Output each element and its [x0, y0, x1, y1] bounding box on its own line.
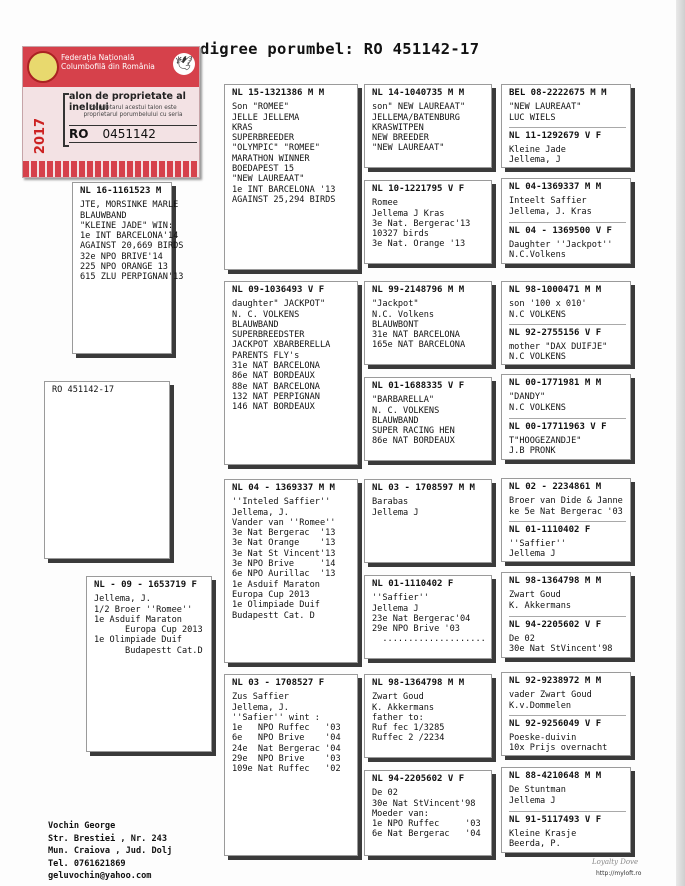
site-link[interactable]: http://myloft.ro	[596, 870, 642, 877]
ticket-header	[23, 47, 199, 87]
page-title: digree porumbel: RO 451142-17	[200, 40, 480, 58]
grandparent-box-2: NL 09-1036493 V F daughter" JACKPOT" N. C. VOLKENS BLAUWBAND SUPERBREEDSTER JACKPOT XBARBERELLA PARENTS FLY's 31e NAT BARCELONA 86e NAT BORDEAUX 88e NAT BARCELONA 132 NAT PERPIGNAN 146 NAT BORDEAUX	[224, 281, 358, 465]
ggg-dam: NL 92-2755156 V F mother "DAX DUIFJE" N.C VOLKENS	[509, 324, 626, 363]
great-grandparent-box-6: NL 01-1110402 F ''Saffier'' Jellema J 23e Nat Bergerac'04 29e NPO Brive '03 ....................	[364, 575, 492, 659]
federation-logo-icon	[27, 51, 59, 83]
ticket-label: alon de proprietate al inelului	[69, 91, 186, 113]
great-grandparent-box-7: NL 98-1364798 M M Zwart Goud K. Akkermans father to: Ruf fec 1/3285 Ruffec 2 /2234	[364, 674, 492, 758]
ggg-box-6	[501, 572, 631, 658]
page-edge	[676, 0, 685, 886]
org-line-2: Columbofilă din România	[61, 62, 155, 71]
ggg-dam: NL 00-17711963 V F T"HOOGEZANDJE" J.B PRONK	[509, 418, 626, 458]
ticket-year: 2017	[33, 117, 48, 155]
ticket-notice: Proprietarul acestui talon este proprietarul porumbelului cu seria	[83, 105, 183, 118]
sire-box: NL 16-1161523 M JTE, MORSINKE MARLE BLAUWBAND "KLEINE JADE" WIN: 1e INT BARCELONA'14 AGAINST 20,669 BIRDS 32e NPO BRIVE'14 225 NPO ORANGE 13 615 ZLU PERPIGNAN'13	[72, 182, 172, 354]
ggg-sire: NL 02 - 2234861 M Broer van Dide & Janne ke 5e Nat Bergerac '03	[509, 482, 623, 517]
great-grandparent-box-2: NL 10-1221795 V F Romee Jellema J Kras 3e Nat. Bergerac'13 10327 birds 3e Nat. Orange '13	[364, 180, 492, 264]
serial-number: 0451142	[102, 127, 156, 141]
ggg-dam: NL 94-2205602 V F De 02 30e Nat StVincent'98	[509, 616, 626, 656]
subject-box	[44, 381, 170, 559]
ggg-dam: NL 91-5117493 V F Kleine Krasje Beerda, P.	[509, 811, 626, 851]
ggg-dam: NL 11-1292679 V F Kleine Jade Jellema, J	[509, 127, 626, 166]
great-grandparent-box-4: NL 01-1688335 V F "BARBARELLA" N. C. VOLKENS BLAUWBAND SUPER RACING HEN 86e NAT BORDEAUX	[364, 377, 492, 461]
org-line-1: Federația Națională	[61, 53, 135, 62]
dam-box: NL - 09 - 1653719 F Jellema, J. 1/2 Broer ''Romee'' 1e Asduif Maraton Europa Cup 2013 1e Olimpiade Duif Budapestt Cat.D	[86, 576, 212, 752]
ggg-box-7	[501, 672, 631, 756]
signature-watermark: Loyalty Dove	[592, 858, 639, 866]
ggg-box-5	[501, 478, 631, 562]
contact-street: Str. Brestiei , Nr. 243	[48, 833, 167, 844]
ticket-border	[23, 161, 199, 177]
sire-ring: NL 16-1161523 M	[80, 186, 162, 196]
ggg-box-2	[501, 178, 631, 264]
contact-email: geluvochin@yahoo.com	[48, 871, 152, 881]
dam-ring: NL - 09 - 1653719 F	[94, 580, 197, 590]
ggg-box-4	[501, 374, 631, 460]
contact-city: Mun. Craiova , Jud. Dolj	[48, 846, 173, 856]
grandparent-box-1: NL 15-1321386 M M Son "ROMEE" JELLE JELLEMA KRAS SUPERBREEDER "OLYMPIC" "ROMEE" MARATHON WINNER BOEDAPEST 15 "NEW LAUREAAT" 1e INT BARCELONA '13 AGAINST 25,294 BIRDS	[224, 84, 358, 270]
ggg-sire: NL 92-9238972 M M vader Zwart Goud K.v.Dommelen	[509, 676, 602, 711]
great-grandparent-box-3: NL 99-2148796 M M "Jackpot" N.C. Volkens BLAUWBONT 31e NAT BARCELONA 165e NAT BARCELONA	[364, 281, 492, 365]
ggg-sire: BEL 08-2222675 M M "NEW LAUREAAT" LUC WIELS	[509, 88, 607, 123]
ggg-sire: NL 98-1364798 M M Zwart Goud K. Akkermans	[509, 576, 602, 611]
serial-prefix: RO	[69, 127, 89, 141]
ggg-box-1	[501, 84, 631, 168]
ring-ownership-ticket	[22, 46, 200, 178]
pigeon-logo-icon: 🕊	[173, 53, 195, 75]
grandparent-box-4: NL 03 - 1708527 F Zus Saffier Jellema, J. ''Safier'' wint : 1e NPO Ruffec '03 6e NPO Brive '04 24e Nat Bergerac '04 29e NPO Brive '03 109e Nat Ruffec '02	[224, 674, 358, 856]
ggg-sire: NL 04-1369337 M M Inteelt Saffier Jellema, J. Kras	[509, 182, 602, 217]
great-grandparent-box-8: NL 94-2205602 V F De 02 30e Nat StVincent'98 Moeder van: 1e NPO Ruffec '03 6e Nat Bergerac '04	[364, 770, 492, 856]
contact-phone: Tel. 0761621869	[48, 858, 126, 869]
ggg-box-3	[501, 281, 631, 365]
owner-contact	[48, 820, 172, 883]
grandparent-box-3: NL 04 - 1369337 M M ''Inteled Saffier'' Jellema, J. Vander van ''Romee'' 3e Nat Bergerac '13 3e Nat Orange '13 3e Nat St Vincent'13 3e NPO Brive '14 6e NPO Aurillac '13 1e Asduif Maraton Europa Cup 2013 1e Olimpiade Duif Budapestt Cat. D	[224, 479, 358, 663]
ggg-sire: NL 00-1771981 M M "DANDY" N.C VOLKENS	[509, 378, 602, 413]
ticket-serial	[69, 125, 197, 143]
ggg-dam: NL 04 - 1369500 V F Daughter ''Jackpot'' N.C.Volkens	[509, 222, 626, 262]
great-grandparent-box-1: NL 14-1040735 M M son" NEW LAUREAAT" JELLEMA/BATENBURG KRASWITPEN NEW BREEDER "NEW LAUREAAT"	[364, 84, 492, 168]
contact-name: Vochin George	[48, 821, 116, 831]
subject-ring: RO 451142-17	[52, 385, 115, 395]
ggg-dam: NL 01-1110402 F ''Saffier'' Jellema J	[509, 521, 626, 560]
ggg-dam: NL 92-9256049 V F Poeske-duivin 10x Prijs overnacht	[509, 715, 626, 754]
ggg-sire: NL 88-4210648 M M De Stuntman Jellema J	[509, 771, 602, 806]
ggg-sire: NL 98-1000471 M M son '100 x 010' N.C VOLKENS	[509, 285, 602, 320]
great-grandparent-box-5: NL 03 - 1708597 M M Barabas Jellema J	[364, 479, 492, 563]
ggg-box-8	[501, 767, 631, 853]
ticket-organization	[61, 53, 171, 71]
